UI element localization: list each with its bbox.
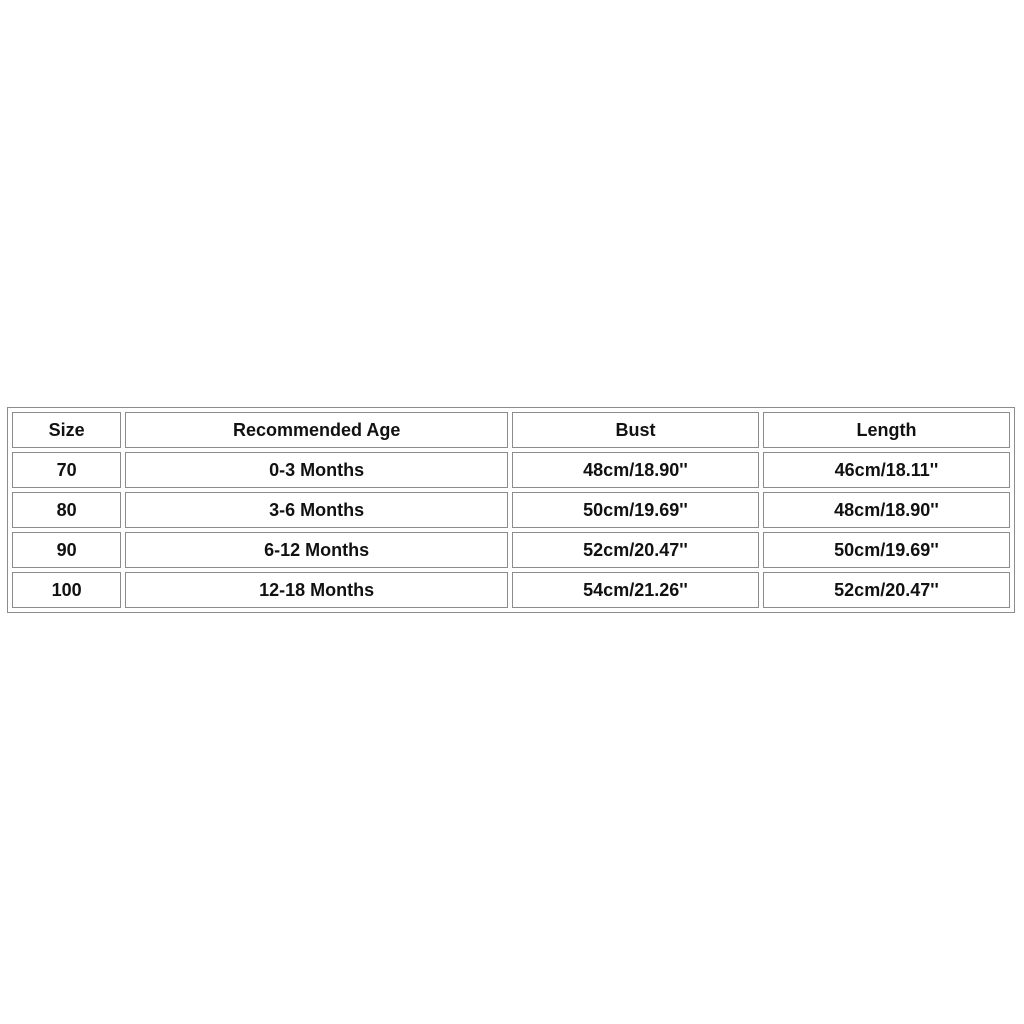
header-size: Size	[12, 412, 121, 448]
cell-bust: 50cm/19.69''	[512, 492, 759, 528]
cell-bust: 52cm/20.47''	[512, 532, 759, 568]
cell-recommended-age: 0-3 Months	[125, 452, 508, 488]
table-row	[12, 492, 1010, 528]
header-bust: Bust	[512, 412, 759, 448]
cell-size: 70	[12, 452, 121, 488]
cell-recommended-age: 6-12 Months	[125, 532, 508, 568]
cell-recommended-age: 3-6 Months	[125, 492, 508, 528]
cell-recommended-age: 12-18 Months	[125, 572, 508, 608]
cell-size: 80	[12, 492, 121, 528]
header-length: Length	[763, 412, 1010, 448]
table-row	[12, 452, 1010, 488]
cell-length: 50cm/19.69''	[763, 532, 1010, 568]
cell-bust: 48cm/18.90''	[512, 452, 759, 488]
cell-length: 48cm/18.90''	[763, 492, 1010, 528]
cell-size: 100	[12, 572, 121, 608]
table-row	[12, 532, 1010, 568]
cell-bust: 54cm/21.26''	[512, 572, 759, 608]
cell-size: 90	[12, 532, 121, 568]
size-chart-table	[7, 407, 1015, 613]
cell-length: 46cm/18.11''	[763, 452, 1010, 488]
header-recommended-age: Recommended Age	[125, 412, 508, 448]
cell-length: 52cm/20.47''	[763, 572, 1010, 608]
table-header-row	[12, 412, 1010, 448]
table-row	[12, 572, 1010, 608]
